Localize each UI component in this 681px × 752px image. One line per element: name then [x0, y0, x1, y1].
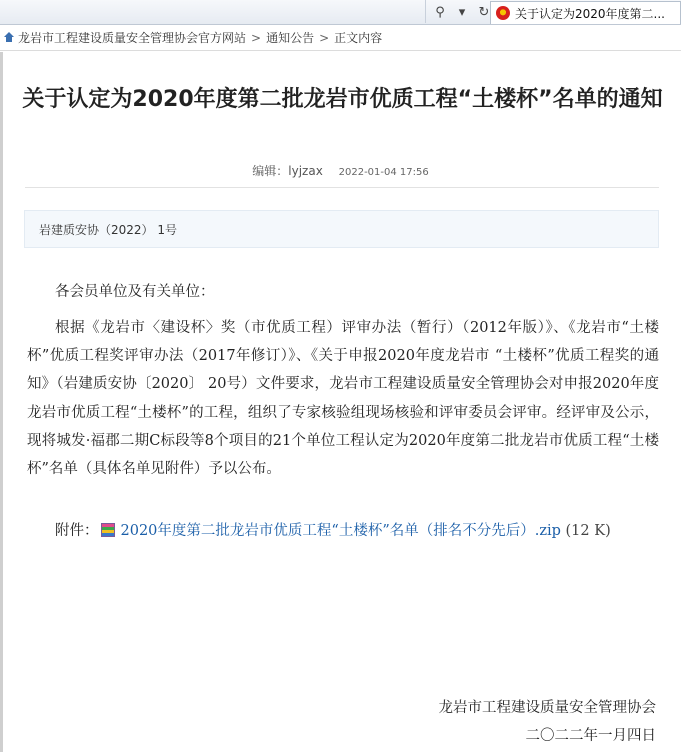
address-bar-icons — [432, 2, 492, 22]
editor-name: lyjzax — [288, 164, 323, 178]
article-title: 关于认定为2020年度第二批龙岩市优质工程“土楼杯”名单的通知 — [22, 87, 663, 112]
breadcrumb-home-link[interactable]: 龙岩市工程建设质量安全管理协会官方网站 — [18, 31, 247, 45]
zip-archive-icon — [101, 523, 115, 537]
refresh-icon[interactable]: ↻ — [478, 4, 490, 20]
dropdown-icon[interactable]: ▾ — [458, 4, 466, 20]
signature-date: 二〇二二年一月四日 — [525, 728, 656, 744]
breadcrumb-current: 正文内容 — [334, 31, 383, 45]
article-meta — [0, 162, 681, 179]
national-emblem-icon — [496, 6, 510, 20]
search-icon[interactable]: ⚲ — [435, 4, 445, 20]
breadcrumb — [0, 25, 681, 51]
editor-label: 编辑： — [252, 164, 289, 178]
browser-chrome — [0, 0, 681, 25]
address-bar[interactable] — [0, 0, 426, 23]
breadcrumb-section-link[interactable]: 通知公告 — [266, 31, 315, 45]
breadcrumb-separator: > — [319, 30, 330, 45]
browser-tab[interactable] — [490, 1, 681, 24]
publish-date: 2022-01-04 17:56 — [338, 167, 429, 178]
greeting: 各会员单位及有关单位： — [55, 284, 215, 300]
divider — [25, 187, 659, 188]
home-icon — [3, 32, 14, 43]
breadcrumb-separator: > — [251, 30, 262, 45]
attachment-label: 附件： — [55, 523, 99, 539]
article-paragraph: 根据《龙岩市〈建设杯〉奖（市优质工程）评审办法（暂行）（2012年版）》、《龙岩市“土楼杯”优质工程奖评审办法（2017年修订）》、《关于申报2020年度龙岩市 “土楼杯”优质工程奖的通知》（岩建质安协〔2020〕 20号）文件要求，龙岩市工程建设质量安全管理协会对申报2020年度龙岩市优质工程“土楼杯”的工程，组织了专家核验组现场核验和评审委员会评审。经评审及公示，现将城发·福郡二期C标段等8个项目的21个单位工程认定为2020年度第二批龙岩市优质工程“土楼杯”名单（具体名单见附件）予以公布。 — [27, 320, 659, 478]
attachment-link[interactable]: 2020年度第二批龙岩市优质工程“土楼杯”名单（排名不分先后）.zip — [120, 523, 561, 539]
attachment-size: (12 K) — [565, 523, 611, 539]
signature-organization: 龙岩市工程建设质量安全管理协会 — [438, 700, 656, 716]
document-number: 岩建质安协（2022） 1号 — [24, 210, 659, 248]
tab-title: 关于认定为2020年度第二... — [515, 6, 665, 21]
page-left-border — [0, 52, 3, 752]
attachment-line — [27, 517, 659, 545]
